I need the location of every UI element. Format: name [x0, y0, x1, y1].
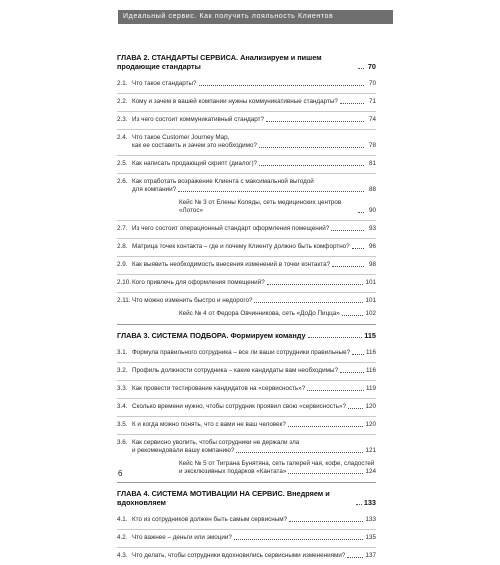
entry-number: 2.4. [117, 134, 128, 141]
entry-title: Сколько времени нужно, чтобы сотрудник проявил свою «сервисность»? [132, 403, 347, 410]
entry-number: 3.5. [117, 421, 128, 428]
toc-entry [117, 116, 376, 124]
entry-title: Что делать, чтобы сотрудники вдохновились сервисными изменениями? [132, 552, 346, 559]
toc-entry-continued [117, 186, 376, 194]
page-ref: 98 [368, 261, 376, 268]
chapter-title: ГЛАВА 3. СИСТЕМА ПОДБОРА. Формируем команду [117, 331, 306, 340]
divider [117, 173, 376, 174]
entry-title: Как сервисно уволить, чтобы сотрудники не держали зла [132, 439, 300, 446]
divider [117, 529, 376, 530]
leader-dots [358, 68, 364, 69]
page-number: 6 [118, 469, 123, 478]
chapter-3-heading [117, 331, 376, 340]
page-ref: 78 [368, 142, 376, 149]
page-ref: 137 [365, 552, 376, 559]
divider [117, 547, 376, 548]
entry-number: 2.9. [117, 261, 128, 268]
entry-title: Формула правильного сотрудника – все ли ваши сотрудники правильные? [132, 349, 351, 356]
divider [117, 238, 376, 239]
toc-entry [117, 80, 376, 88]
entry-number: 2.2. [117, 98, 128, 105]
page-ref: 133 [365, 516, 376, 523]
toc-entry [117, 160, 376, 168]
leader-dots [289, 521, 363, 522]
toc-entry [117, 421, 376, 429]
divider [117, 256, 376, 257]
entry-title: Как провести тестирование кандидатов на «сервисность»? [132, 385, 306, 392]
divider [117, 220, 376, 221]
divider [117, 434, 376, 435]
entry-title: Что важнее – деньги или эмоции? [132, 534, 232, 541]
toc-entry [117, 385, 376, 393]
chapter-4-heading [117, 489, 376, 507]
entry-number: 2.3. [117, 116, 128, 123]
divider [117, 398, 376, 399]
leader-dots [356, 504, 362, 505]
case-title-line2: и эксклюзивных подарков «Кантата» [179, 468, 287, 475]
chapter-title: ГЛАВА 2. СТАНДАРТЫ СЕРВИСА. Анализируем и пишем продающие стандарты [117, 53, 322, 71]
chapter-3-items [117, 349, 376, 476]
entry-title: Что такое стандарты? [132, 80, 197, 87]
page-ref: 96 [368, 243, 376, 250]
toc-entry [117, 134, 376, 142]
case-entry-continued [117, 468, 376, 476]
page-ref: 102 [365, 310, 376, 317]
case-title: Кейс № 3 от Елены Коляды, сеть медицинских центров «Лотос» [179, 199, 342, 214]
leader-dots [347, 557, 363, 558]
toc-entry [117, 403, 376, 411]
running-head: Идеальный сервис. Как получить лояльность Клиентов [118, 10, 393, 24]
page-ref: 88 [368, 186, 376, 193]
leader-dots [358, 212, 364, 213]
toc-entry [117, 279, 376, 287]
leader-dots [348, 408, 363, 409]
leader-dots [267, 284, 364, 285]
page-ref: 124 [365, 468, 376, 475]
toc-entry [117, 552, 376, 560]
leader-dots [331, 230, 364, 231]
page-ref: 101 [365, 297, 376, 304]
entry-number: 3.2. [117, 367, 128, 374]
entry-title: Из чего состоит коммуникативный стандарт? [132, 116, 265, 123]
divider [117, 274, 376, 275]
page-ref: 121 [365, 447, 376, 454]
entry-number: 2.7. [117, 225, 128, 232]
leader-dots [288, 473, 363, 474]
toc-entry [117, 297, 376, 305]
toc-entry-continued [117, 142, 376, 150]
page-ref: 120 [365, 403, 376, 410]
toc-entry [117, 439, 376, 447]
entry-number: 2.5. [117, 160, 128, 167]
chapter-divider [117, 324, 376, 325]
entry-number: 2.1. [117, 80, 128, 87]
entry-title: К и когда можно понять, что с вами не ваш человек? [132, 421, 286, 428]
page-ref: 133 [363, 498, 376, 507]
entry-title: Как написать продающий скрипт (диалог)? [132, 160, 258, 167]
page-ref: 74 [368, 116, 376, 123]
leader-dots [340, 372, 364, 373]
entry-number: 2.11. [117, 297, 131, 304]
toc-entry [117, 367, 376, 375]
divider [117, 292, 376, 293]
entry-title: Из чего состоит операционный стандарт оформления помещений? [132, 225, 330, 232]
entry-title: Матрица точек контакта – где и почему Клиенту должно быть комфортно? [132, 243, 350, 250]
divider [117, 93, 376, 94]
entry-title: Кого привлечь для оформления помещений? [132, 279, 265, 286]
page-ref: 90 [368, 207, 376, 214]
toc-entry [117, 225, 376, 233]
toc-entry [117, 98, 376, 106]
toc-entry [117, 178, 376, 186]
entry-number: 2.8. [117, 243, 128, 250]
case-title: Кейс № 5 от Тиграна Бунятяна, сеть галерей чая, кофе, сладостей [179, 460, 375, 467]
entry-title: Кому и зачем в вашей компании нужны коммуникативные стандарты? [132, 98, 338, 105]
entry-number: 3.6. [117, 439, 128, 446]
chapter-divider [117, 482, 376, 483]
page-ref: 115 [364, 331, 376, 340]
page-ref: 116 [365, 367, 376, 374]
page-ref: 71 [368, 98, 376, 105]
leader-dots [259, 165, 364, 166]
case-entry [117, 460, 376, 468]
entry-number: 4.2. [117, 534, 128, 541]
toc-entry [117, 516, 376, 524]
page-ref: 101 [365, 279, 376, 286]
leader-dots [259, 147, 364, 148]
chapter-2-heading [117, 53, 376, 71]
entry-number: 4.1. [117, 516, 128, 523]
chapter-4-items [117, 516, 376, 560]
divider [117, 155, 376, 156]
divider [117, 416, 376, 417]
entry-title: Кто из сотрудников должен быть самым сервисным? [132, 516, 288, 523]
table-of-contents [117, 53, 376, 565]
leader-dots [254, 302, 363, 303]
divider [117, 362, 376, 363]
divider [117, 111, 376, 112]
entry-title-line2: и рекомендовали вашу компанию? [132, 447, 235, 454]
leader-dots [266, 121, 364, 122]
leader-dots [199, 85, 364, 86]
entry-title-line2: как ее составить и зачем это необходимо? [132, 142, 257, 149]
entry-number: 3.3. [117, 385, 128, 392]
leader-dots [178, 191, 364, 192]
leader-dots [307, 390, 364, 391]
entry-number: 3.4. [117, 403, 128, 410]
page-ref: 116 [365, 349, 376, 356]
entry-number: 2.10. [117, 279, 132, 286]
leader-dots [340, 103, 364, 104]
leader-dots [332, 266, 364, 267]
entry-title: Профиль должности сотрудника – какие кандидаты вам необходимы? [132, 367, 338, 374]
toc-entry [117, 243, 376, 251]
entry-number: 4.3. [117, 552, 128, 559]
toc-entry [117, 261, 376, 269]
chapter-2-items [117, 80, 376, 318]
toc-entry-continued [117, 447, 376, 455]
entry-title-line2: для компании? [132, 186, 177, 193]
leader-dots [308, 337, 363, 338]
entry-title: Что можно изменить быстро и недорого? [132, 297, 253, 304]
page-ref: 70 [367, 62, 376, 71]
page-ref: 120 [365, 421, 376, 428]
entry-title: Как выявить необходимость внесения изменений в точки контакта? [132, 261, 331, 268]
toc-entry [117, 349, 376, 357]
leader-dots [234, 539, 364, 540]
page-ref: 135 [365, 534, 376, 541]
page-ref: 81 [368, 160, 376, 167]
toc-entry [117, 534, 376, 542]
page-ref: 119 [365, 385, 376, 392]
case-entry [117, 199, 376, 215]
entry-title: Как отработать возражение Клиента с максимальной выгодой [132, 178, 314, 185]
page-ref: 93 [368, 225, 376, 232]
case-entry [117, 310, 376, 318]
entry-number: 3.1. [117, 349, 128, 356]
leader-dots [342, 315, 364, 316]
divider [117, 129, 376, 130]
page-ref: 70 [368, 80, 376, 87]
entry-number: 2.6. [117, 178, 128, 185]
entry-title: Что такое Customer Journey Map, [132, 134, 230, 141]
leader-dots [236, 452, 363, 453]
divider [117, 380, 376, 381]
leader-dots [352, 354, 364, 355]
case-title: Кейс № 4 от Федора Овчинникова, сеть «ДоДо Пицца» [179, 310, 340, 317]
leader-dots [352, 248, 364, 249]
chapter-title: ГЛАВА 4. СИСТЕМА МОТИВАЦИИ НА СЕРВИС. Внедряем и вдохновляем [117, 489, 330, 507]
leader-dots [288, 426, 364, 427]
